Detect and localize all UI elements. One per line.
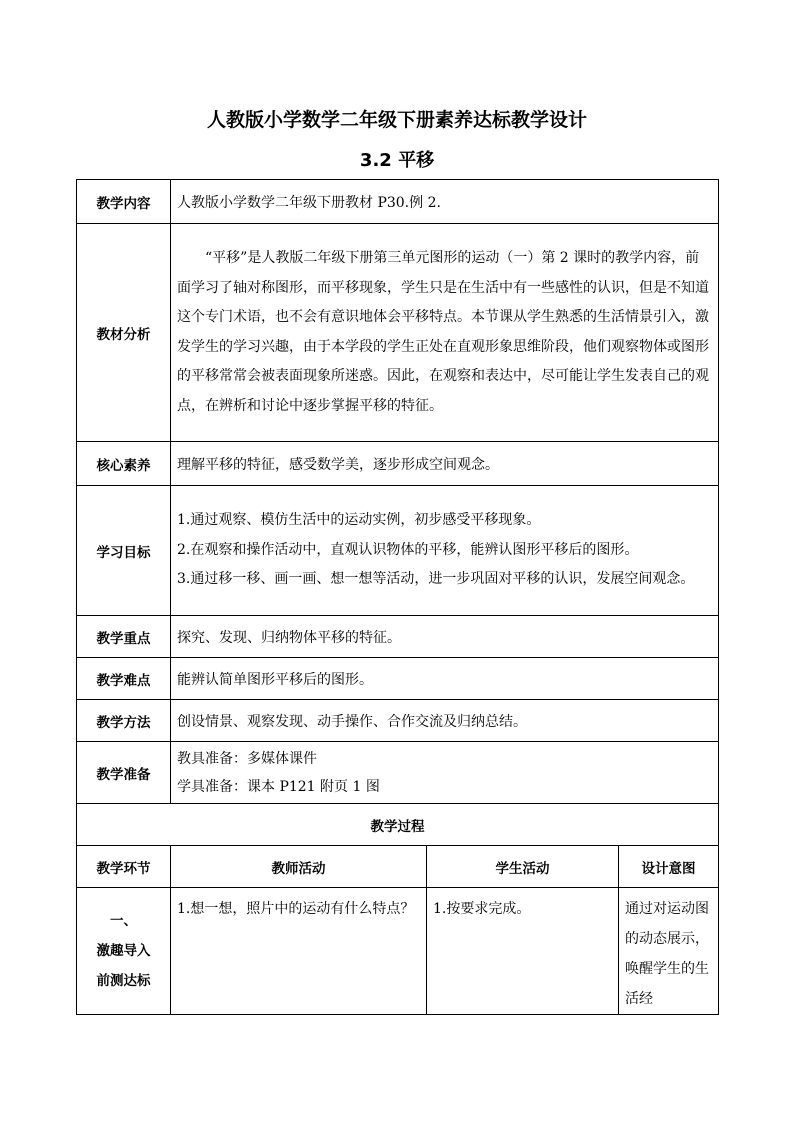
label-key-point: 教学重点 (77, 616, 171, 658)
label-learning-goals: 学习目标 (77, 486, 171, 616)
row-stage-1 (77, 888, 719, 1015)
label-teaching-content: 教学内容 (77, 180, 171, 224)
stage-1-name (77, 888, 171, 1015)
document-subtitle: 3.2 平移 (359, 150, 435, 171)
row-core-literacy (77, 442, 719, 486)
column-stage: 教学环节 (77, 846, 171, 888)
row-difficulty (77, 658, 719, 700)
value-difficulty: 能辨认简单图形平移后的图形。 (171, 658, 719, 700)
prep-teacher: 教具准备：多媒体课件 (177, 750, 317, 767)
value-material-analysis: “平移”是人教版二年级下册第三单元图形的运动（一）第 2 课时的教学内容，前面学习了轴对称图形，而平移现象，学生只是在生活中有一些感性的认识，但是不知道这个专门术语，也不会有意识地体会平移特点。本节课从学生熟悉的生活情景引入，激发学生的学习兴趣，由于本学段的学生正处在直观形象思维阶段，他们观察物体或图形的平移常常会被表面现象所迷惑。因此，在观察和表达中，尽可能让学生发表自己的观点，在辨析和讨论中逐步掌握平移的特征。 (171, 224, 719, 442)
value-teaching-prep (171, 742, 719, 804)
label-teaching-method: 教学方法 (77, 700, 171, 742)
label-teaching-prep: 教学准备 (77, 742, 171, 804)
row-process-header (77, 804, 719, 846)
column-design-intent: 设计意图 (619, 846, 719, 888)
row-key-point (77, 616, 719, 658)
goal-item-3: 3.通过移一移、画一画、想一想等活动，进一步巩固对平移的认识，发展空间观念。 (177, 571, 695, 588)
stage-1-title-b: 前测达标 (96, 973, 151, 989)
value-core-literacy: 理解平移的特征，感受数学美，逐步形成空间观念。 (171, 442, 719, 486)
value-key-point: 探究、发现、归纳物体平移的特征。 (171, 616, 719, 658)
stage-1-title-a: 激趣导入 (96, 943, 151, 959)
row-teaching-prep (77, 742, 719, 804)
value-learning-goals (171, 486, 719, 616)
prep-student: 学具准备：课本 P121 附页 1 图 (177, 778, 380, 795)
row-teaching-method (77, 700, 719, 742)
label-material-analysis: 教材分析 (77, 224, 171, 442)
value-teaching-method: 创设情景、观察发现、动手操作、合作交流及归纳总结。 (171, 700, 719, 742)
column-teacher-activity: 教师活动 (171, 846, 427, 888)
row-learning-goals (77, 486, 719, 616)
stage-1-number: 一、 (110, 913, 137, 929)
label-difficulty: 教学难点 (77, 658, 171, 700)
stage-1-design-intent: 通过对运动图的动态展示，唤醒学生的生活经 (619, 888, 719, 1015)
column-student-activity: 学生活动 (427, 846, 619, 888)
row-teaching-content (77, 180, 719, 224)
row-process-columns (77, 846, 719, 888)
stage-1-student-activity: 1.按要求完成。 (427, 888, 619, 1015)
row-material-analysis (77, 224, 719, 442)
goal-item-1: 1.通过观察、模仿生活中的运动实例，初步感受平移现象。 (177, 512, 541, 529)
label-core-literacy: 核心素养 (77, 442, 171, 486)
lesson-plan-table (76, 179, 719, 1015)
stage-1-teacher-activity: 1.想一想，照片中的运动有什么特点？ (171, 888, 427, 1015)
goal-item-2: 2.在观察和操作活动中，直观认识物体的平移，能辨认图形平移后的图形。 (177, 541, 639, 558)
value-teaching-content: 人教版小学数学二年级下册教材 P30.例 2. (171, 180, 719, 224)
process-header: 教学过程 (77, 804, 719, 846)
document-title: 人教版小学数学二年级下册素养达标教学设计 (206, 109, 587, 131)
